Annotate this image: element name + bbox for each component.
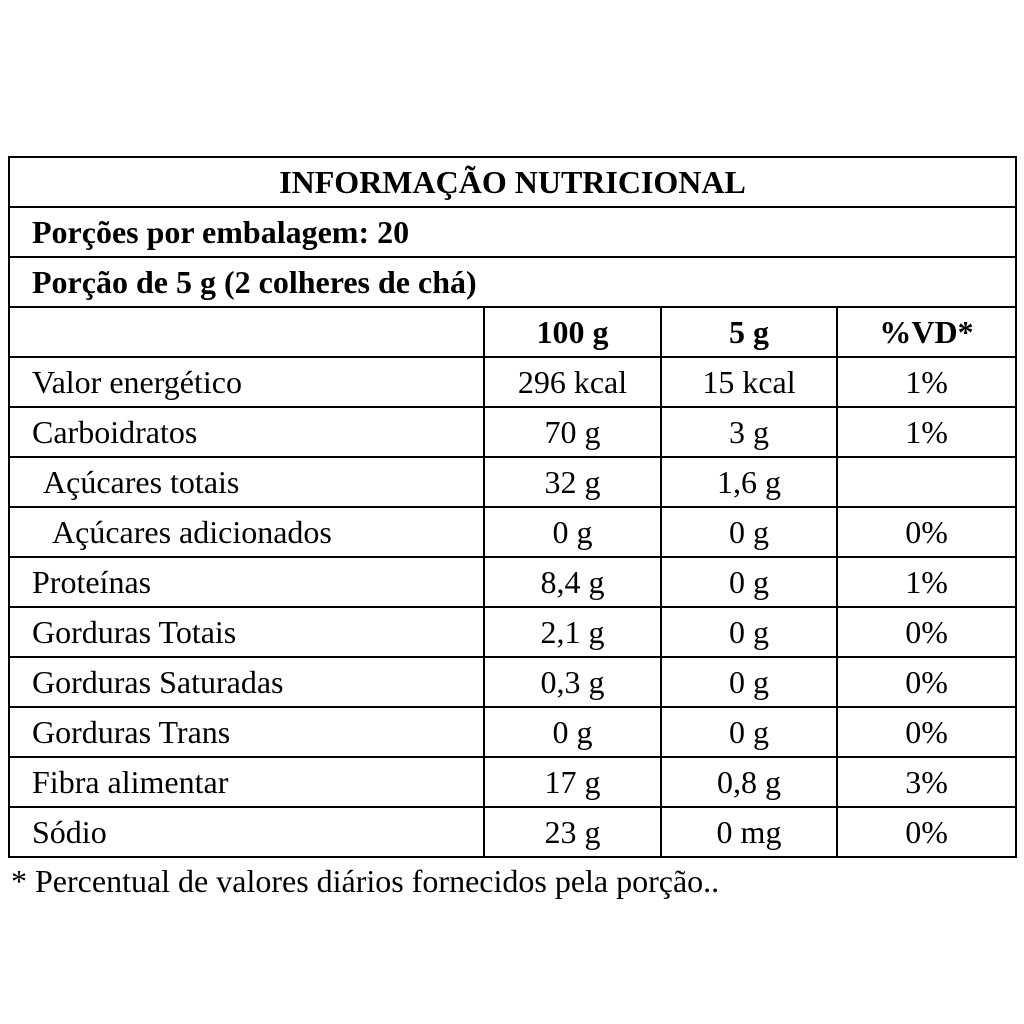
table-row: [9, 507, 1016, 557]
nutrient-name: Carboidratos: [9, 407, 484, 457]
nutrition-facts-table: [8, 156, 1017, 858]
value-per-serving: 0 g: [661, 507, 837, 557]
value-per-serving: 15 kcal: [661, 357, 837, 407]
nutrient-name: Gorduras Saturadas: [9, 657, 484, 707]
nutrient-name: Sódio: [9, 807, 484, 857]
value-per-serving: 0 g: [661, 707, 837, 757]
table-row: [9, 807, 1016, 857]
table-row: [9, 707, 1016, 757]
nutrient-name: Gorduras Trans: [9, 707, 484, 757]
column-header-per-100g: 100 g: [484, 307, 661, 357]
title-row: [9, 157, 1016, 207]
value-per-100g: 8,4 g: [484, 557, 661, 607]
table-row: [9, 457, 1016, 507]
table-row: [9, 357, 1016, 407]
column-header-daily-value: %VD*: [837, 307, 1016, 357]
servings-per-package: Porções por embalagem: 20: [9, 207, 1016, 257]
nutrient-name: Fibra alimentar: [9, 757, 484, 807]
table-row: [9, 757, 1016, 807]
value-per-serving: 0,8 g: [661, 757, 837, 807]
nutrient-name: Valor energético: [9, 357, 484, 407]
nutrient-name: Gorduras Totais: [9, 607, 484, 657]
value-per-serving: 0 mg: [661, 807, 837, 857]
table-title: INFORMAÇÃO NUTRICIONAL: [9, 157, 1016, 207]
column-header-per-serving: 5 g: [661, 307, 837, 357]
value-daily-percent: 1%: [837, 357, 1016, 407]
value-daily-percent: 0%: [837, 607, 1016, 657]
nutrient-name: Açúcares totais: [9, 457, 484, 507]
nutrient-name: Proteínas: [9, 557, 484, 607]
column-header-nutrient: [9, 307, 484, 357]
value-daily-percent: 0%: [837, 807, 1016, 857]
serving-size: Porção de 5 g (2 colheres de chá): [9, 257, 1016, 307]
nutrient-name: Açúcares adicionados: [9, 507, 484, 557]
value-per-serving: 0 g: [661, 657, 837, 707]
value-per-serving: 0 g: [661, 557, 837, 607]
value-per-100g: 2,1 g: [484, 607, 661, 657]
value-per-100g: 17 g: [484, 757, 661, 807]
footnote: * Percentual de valores diários fornecidos pela porção..: [11, 863, 720, 899]
value-per-100g: 23 g: [484, 807, 661, 857]
value-per-100g: 0,3 g: [484, 657, 661, 707]
value-daily-percent: 0%: [837, 507, 1016, 557]
value-per-100g: 70 g: [484, 407, 661, 457]
value-per-serving: 3 g: [661, 407, 837, 457]
value-daily-percent: [837, 457, 1016, 507]
servings-row: [9, 207, 1016, 257]
serving-size-row: [9, 257, 1016, 307]
column-header-row: [9, 307, 1016, 357]
value-daily-percent: 1%: [837, 557, 1016, 607]
value-daily-percent: 0%: [837, 707, 1016, 757]
value-per-serving: 1,6 g: [661, 457, 837, 507]
value-daily-percent: 1%: [837, 407, 1016, 457]
value-per-100g: 0 g: [484, 507, 661, 557]
value-per-serving: 0 g: [661, 607, 837, 657]
value-daily-percent: 3%: [837, 757, 1016, 807]
value-daily-percent: 0%: [837, 657, 1016, 707]
table-row: [9, 557, 1016, 607]
table-row: [9, 407, 1016, 457]
value-per-100g: 32 g: [484, 457, 661, 507]
value-per-100g: 296 kcal: [484, 357, 661, 407]
table-row: [9, 657, 1016, 707]
table-row: [9, 607, 1016, 657]
value-per-100g: 0 g: [484, 707, 661, 757]
